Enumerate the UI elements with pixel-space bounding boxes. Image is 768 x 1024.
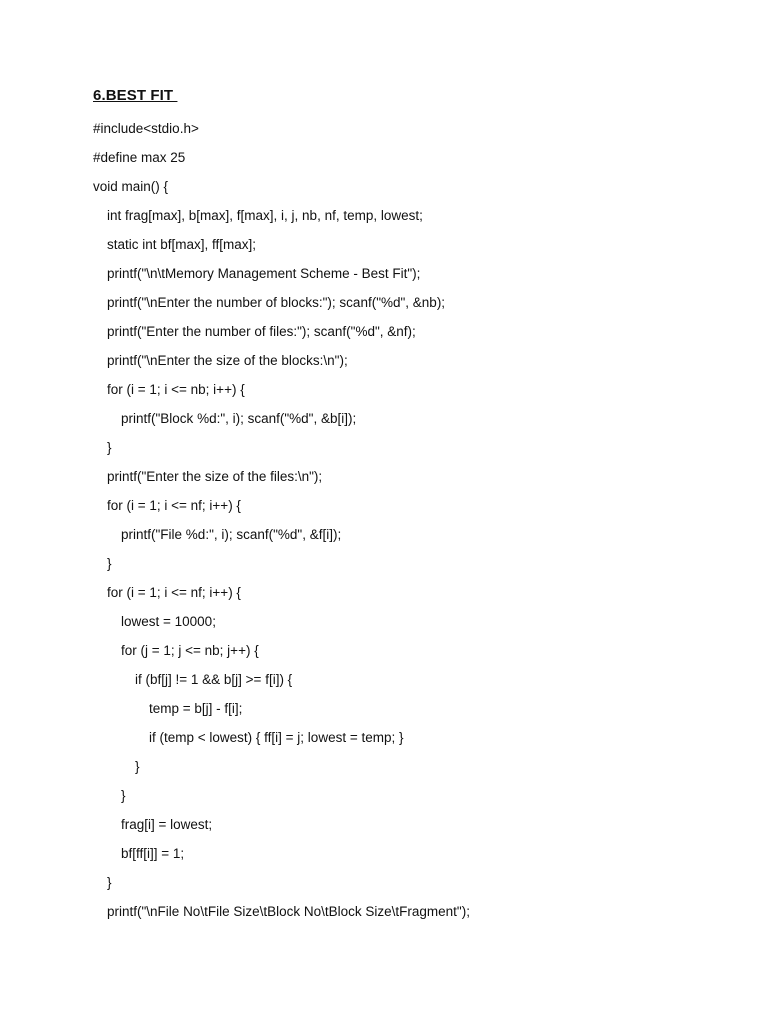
page-title: 6.BEST FIT <box>93 87 178 104</box>
code-line: void main() { <box>93 179 169 194</box>
code-line: printf("Enter the number of files:"); scanf("%d", &nf); <box>107 324 416 339</box>
code-line: printf("\n\tMemory Management Scheme - Best Fit"); <box>107 266 421 281</box>
code-line: } <box>135 759 140 774</box>
code-line: } <box>107 556 112 571</box>
code-line: for (i = 1; i <= nf; i++) { <box>107 498 241 513</box>
code-line: #include<stdio.h> <box>93 121 199 136</box>
code-line: } <box>107 440 112 455</box>
code-line: } <box>121 788 126 803</box>
code-block <box>93 119 470 931</box>
code-line: int frag[max], b[max], f[max], i, j, nb, nf, temp, lowest; <box>107 208 423 223</box>
code-line: printf("\nEnter the number of blocks:"); scanf("%d", &nb); <box>107 295 446 310</box>
code-line: #define max 25 <box>93 150 186 165</box>
code-line: static int bf[max], ff[max]; <box>107 237 257 252</box>
code-line: bf[ff[i]] = 1; <box>121 846 185 861</box>
code-line: temp = b[j] - f[i]; <box>149 701 243 716</box>
code-line: printf("Enter the size of the files:\n"); <box>107 469 323 484</box>
code-line: for (i = 1; i <= nb; i++) { <box>107 382 245 397</box>
code-line: if (temp < lowest) { ff[i] = j; lowest = temp; } <box>149 730 404 745</box>
code-line: lowest = 10000; <box>121 614 216 629</box>
code-line: for (i = 1; i <= nf; i++) { <box>107 585 241 600</box>
code-line: printf("File %d:", i); scanf("%d", &f[i]); <box>121 527 342 542</box>
code-line: for (j = 1; j <= nb; j++) { <box>121 643 259 658</box>
code-line: printf("Block %d:", i); scanf("%d", &b[i]); <box>121 411 357 426</box>
code-line: printf("\nFile No\tFile Size\tBlock No\tBlock Size\tFragment"); <box>107 904 470 919</box>
code-line: if (bf[j] != 1 && b[j] >= f[i]) { <box>135 672 293 687</box>
code-line: frag[i] = lowest; <box>121 817 213 832</box>
code-line: printf("\nEnter the size of the blocks:\n"); <box>107 353 348 368</box>
code-line: } <box>107 875 112 890</box>
